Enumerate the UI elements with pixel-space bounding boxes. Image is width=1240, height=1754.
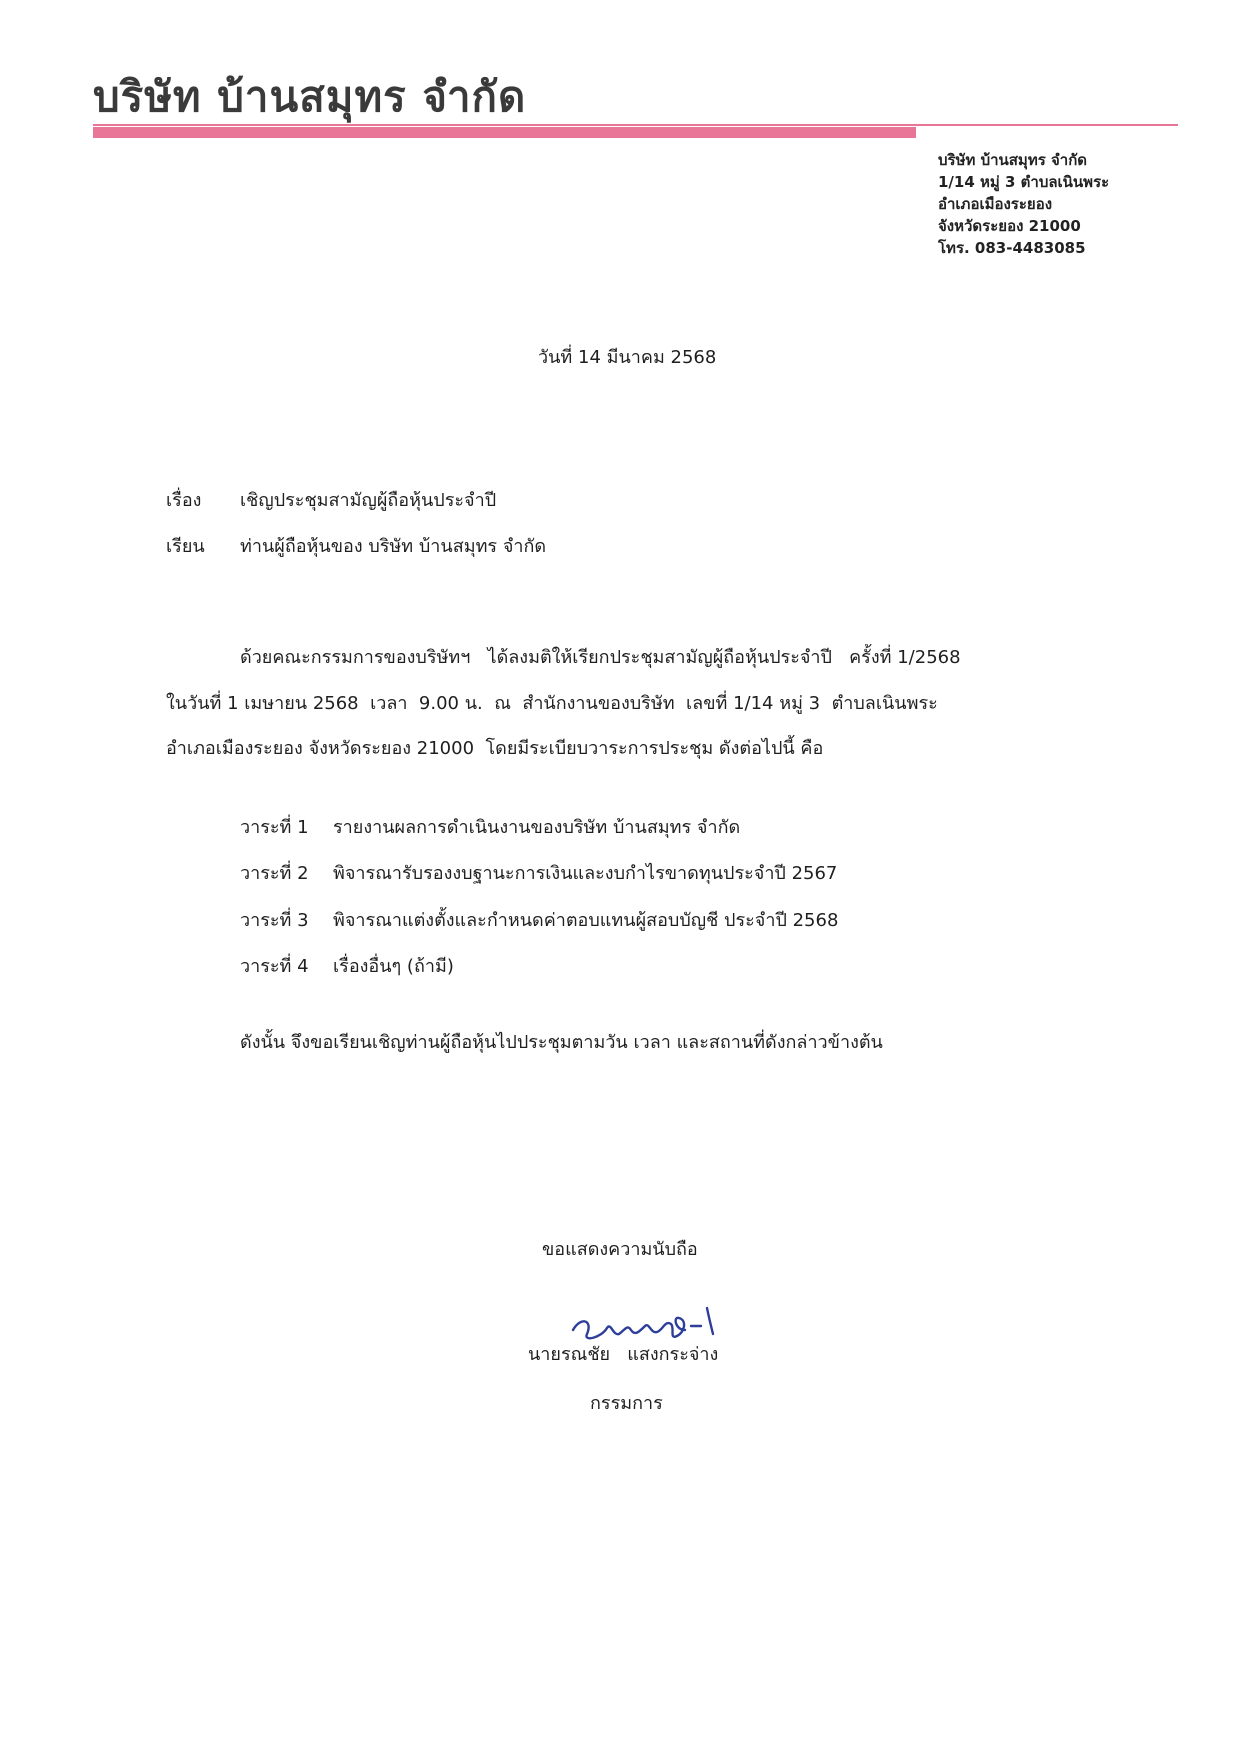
company-address-block — [938, 149, 1109, 259]
closing-line: ดังนั้น จึงขอเรียนเชิญท่านผู้ถือหุ้นไปประชุมตามวัน เวลา และสถานที่ดังกล่าวข้างต้น — [240, 1032, 883, 1053]
company-title: บริษัท บ้านสมุทร จำกัด — [93, 72, 527, 121]
header-rule-thick — [93, 127, 916, 138]
address-line-street: 1/14 หมู่ 3 ตำบลเนินพระ — [938, 173, 1110, 191]
body-line-2: ในวันที่ 1 เมษายน 2568 เวลา 9.00 น. ณ สำนักงานของบริษัท เลขที่ 1/14 หมู่ 3 ตำบลเนินพระ — [166, 693, 938, 714]
address-line-phone: โทร. 083-4483085 — [938, 239, 1086, 257]
address-line-province: จังหวัดระยอง 21000 — [938, 217, 1081, 235]
signature-stroke — [573, 1308, 713, 1338]
body-line-1: ด้วยคณะกรรมการของบริษัทฯ ได้ลงมติให้เรียกประชุมสามัญผู้ถือหุ้นประจำปี ครั้งที่ 1/2568 — [240, 647, 961, 668]
signatory-position: กรรมการ — [590, 1393, 663, 1414]
recipient-text: ท่านผู้ถือหุ้นของ บริษัท บ้านสมุทร จำกัด — [240, 536, 547, 557]
agenda-3-text: พิจารณาแต่งตั้งและกำหนดค่าตอบแทนผู้สอบบัญชี ประจำปี 2568 — [333, 910, 839, 931]
agenda-3-label: วาระที่ 3 — [240, 910, 309, 931]
letter-date: วันที่ 14 มีนาคม 2568 — [538, 347, 717, 368]
signatory-name: นายรณชัย แสงกระจ่าง — [528, 1344, 719, 1365]
address-line-district: อำเภอเมืองระยอง — [938, 195, 1053, 213]
subject-text: เชิญประชุมสามัญผู้ถือหุ้นประจำปี — [240, 490, 497, 511]
agenda-2-label: วาระที่ 2 — [240, 863, 309, 884]
recipient-label: เรียน — [166, 536, 205, 557]
body-line-3: อำเภอเมืองระยอง จังหวัดระยอง 21000 โดยมีระเบียบวาระการประชุม ดังต่อไปนี้ คือ — [166, 738, 824, 759]
agenda-1-text: รายงานผลการดำเนินงานของบริษัท บ้านสมุทร จำกัด — [333, 817, 741, 838]
signoff-salutation: ขอแสดงความนับถือ — [542, 1239, 698, 1260]
agenda-4-label: วาระที่ 4 — [240, 956, 309, 977]
agenda-2-text: พิจารณารับรองงบฐานะการเงินและงบกำไรขาดทุนประจำปี 2567 — [333, 863, 838, 884]
header-rule-thin — [93, 124, 1178, 126]
agenda-1-label: วาระที่ 1 — [240, 817, 309, 838]
address-line-company: บริษัท บ้านสมุทร จำกัด — [938, 151, 1088, 169]
agenda-4-text: เรื่องอื่นๆ (ถ้ามี) — [333, 956, 454, 977]
subject-label: เรื่อง — [166, 490, 202, 511]
